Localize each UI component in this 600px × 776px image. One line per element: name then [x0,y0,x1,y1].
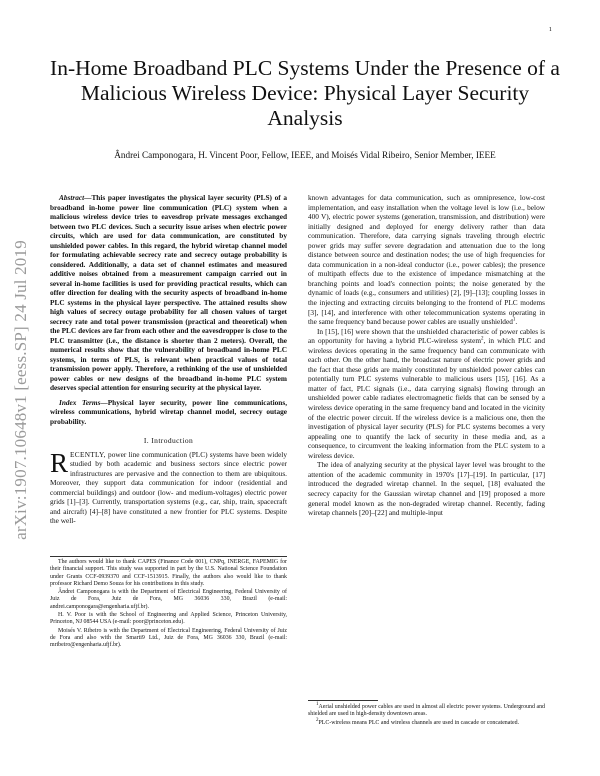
body-paragraph-1-end: . [515,317,518,327]
body-paragraph-3: The idea of analyzing security at the physical layer level was brought to the attention of the academic community in 1970's [17]–[19]. In particular, [17] introduced the degraded wiretap channel. In the sequel, [18] evaluated the secrecy capacity for the Gaussian wiretap channel and [19] proposed a more general model known as the non-degraded wiretap channel. Recently, fading wiretap channels [20]–[22] and multiple-input [308,460,545,518]
affiliation-ribeiro: Moisés V. Ribeiro is with the Department of Electrical Engineering, Federal University of Juiz de Fora and also with the Smarti9 Ltd., Juiz de Fora, MG 36036 330, Brazil (e-mail: mribeiro@engenharia.ufjf.br). [50,627,287,649]
drop-cap: R [50,447,69,478]
footnote-1-text: Aerial unshielded power cables are used in almost all electric power systems. Underground and shielded are used in high-density downtown areas. [308,704,545,718]
intro-paragraph [50,447,287,526]
footnote-rule [50,556,287,557]
footnote-mark-1[interactable]: 1 [512,317,516,323]
index-terms-label: Index Terms [59,397,101,407]
footnote-2-mark: 2 [316,717,319,723]
paper-title: In-Home Broadband PLC Systems Under the Presence of a Malicious Wireless Device: Physical Layer Security Analysis [50,56,560,130]
right-column [308,193,545,518]
left-column [50,193,287,526]
abstract-text: —This paper investigates the physical layer security (PLS) of a broadband in-home power line communication (PLC) system when a malicious wireless device tries to eavesdrop private messages exchanged between two PLC devices. Such a security issue arises when electric power circuits, which are used for data communication, are constituted by unshielded power cables. In this regard, the hybrid wiretap channel model for formulating achievable secrecy rate and secrecy outage probability is considered. Additionally, a data set of channel estimates and measured additive noises obtained from a measurement campaign carried out in several in-home facilities is used for providing practical results, which can offer direction for dealing with the security aspects of broadband in-home PLC systems in the physical layer perspective. The attained results show high values of secrecy outage probability for all chosen values of target secrecy rate and total power transmission (practical and theoretical) when the PLC devices are far from each other and the eavesdropper is close to the PLC transmitter (i.e., the distance is shorter than 2 meters). Overall, the numerical results show that the vulnerability of broadband in-home PLC systems, in terms of PLS, is relevant when practical values of total transmission power apply. Therefore, a rethinking of the use of unshielded power cables or new designs of the broadband in-home PLC system deserves special attention for ensuring security at the physical layer. [50,193,287,392]
index-terms [50,398,287,427]
body-paragraph-1-text: known advantages for data communication, such as omnipresence, low-cost implementation, and easy installation when the voltage level is low (i.e., below 400 V), electric power systems (generation, transmission, and distribution) were initially designed and deployed for energy delivery rather than data communication. Therefore, data carrying signals traveling through electric power grids may suffer severe degradation and attenuation due to the long distance between source and destination nodes; the use of high frequencies for data communication in a non-ideal conductor (i.e., power cables); the presence of multipath effects due to the existence of impedance mismatching at the branching points and load's connection points; the noise generated by the dynamic of loads (e.g., consumers and utilities) [2], [9]–[13]; coupling losses in the injecting and extracting circuits belonging to the frontend of PLC modems [3], [14], and interference with other telecommunication systems operating in the same frequency band because power cables are usually unshielded [308,193,545,327]
authors-text: Ândrei Camponogara, H. Vincent Poor, Fellow, IEEE, and Moisés Vidal Ribeiro, Senior Member, IEEE [114,150,496,160]
body-paragraph-2 [308,327,545,461]
abstract-label: Abstract [59,193,85,202]
footnote-2-text: PLC-wireless means PLC and wireless channels are used in cascade or concatenated. [318,719,520,726]
abstract [50,193,287,393]
author-list [50,150,560,160]
affiliation-camponogara: Ândrei Camponogara is with the Department of Electrical Engineering, Federal University of Juiz de Fora, Juiz de Fora, MG 36036 330, Brazil (e-mail: andrei.camponogara@engenharia.ufjf.br). [50,589,287,610]
section-heading-introduction: I. Introduction [143,436,194,445]
funding-note: The authors would like to thank CAPES (Finance Code 001), CNPq, INERGE, FAPEMIG for their financial support. This study was supported in part by the U.S. National Science Foundation under Grants CCF-0939370 and CCF-1513915. Finally, the authors also would like to thank professor Richard Demo Souza for his contributions in this study. [50,559,287,587]
index-terms-text: —Physical layer security, power line communications, wireless communications, hybrid wiretap channel model, secrecy outage probability. [50,397,288,426]
footnote-mark-2[interactable]: 2 [481,336,484,342]
page-footnotes [308,700,545,728]
affiliation-footnotes [50,556,287,651]
page-number: 1 [548,26,552,33]
footnote-rule [308,700,378,701]
intro-text: power line communication (PLC) systems have been widely studied by both academic and business sectors since electric power infrastructures are pervasive and the connection to them are ubiquitous. Moreover, they support data communication for indoor (residential and commercial buildings) and outdoor (low- and medium-voltages) electric power grids [1]–[3]. Currently, transportation systems (e.g., car, ship, train, spacecraft and aircraft) [4]–[8] have constituted a new frontier for PLC systems. Despite the well- [50,449,287,526]
body-paragraph-2-text: In [15], [16] were shown that the unshielded characteristic of power cables is an opportunity for having a hybrid PLC-wireless system [308,326,545,346]
footnote-1 [308,704,545,719]
body-paragraph-1 [308,193,545,327]
intro-smallcaps: ECENTLY, [70,449,106,459]
body-paragraph-2-end: , in which PLC and wireless devices operating in the same frequency band can communicate with each other. On the other hand, the broadcast nature of electric power grids and the fact that these grids are mainly constituted by unshielded power cables can potentially turn PLC systems vulnerable to malicious users [15], [16]. As a matter of fact, PLC signals (i.e., data carrying signals) flowing through an unshielded power cable radiates electromagnetic fields that can be sensed by a wireless device operating in the same frequency band and located in the vicinity of the electric power circuit. If the wireless device is a malicious one, then the investigation of physical layer security (PLS) for PLC systems becomes a very appealing one to quantify the lack of security in these media and, as a consequence, to circumvent the leaking information from the PLC system to a wireless device. [308,336,545,460]
footnote-2 [308,717,545,727]
footnote-1-mark: 1 [316,702,319,708]
arxiv-stamp[interactable] [3,140,39,640]
arxiv-stamp-text: arXiv:1907.10648v1 [eess.SP] 24 Jul 2019 [11,240,31,540]
affiliation-poor: H. V. Poor is with the School of Engineering and Applied Science, Princeton University, Princeton, NJ 08544 USA (e-mail: poor@princeton.edu). [50,612,287,626]
